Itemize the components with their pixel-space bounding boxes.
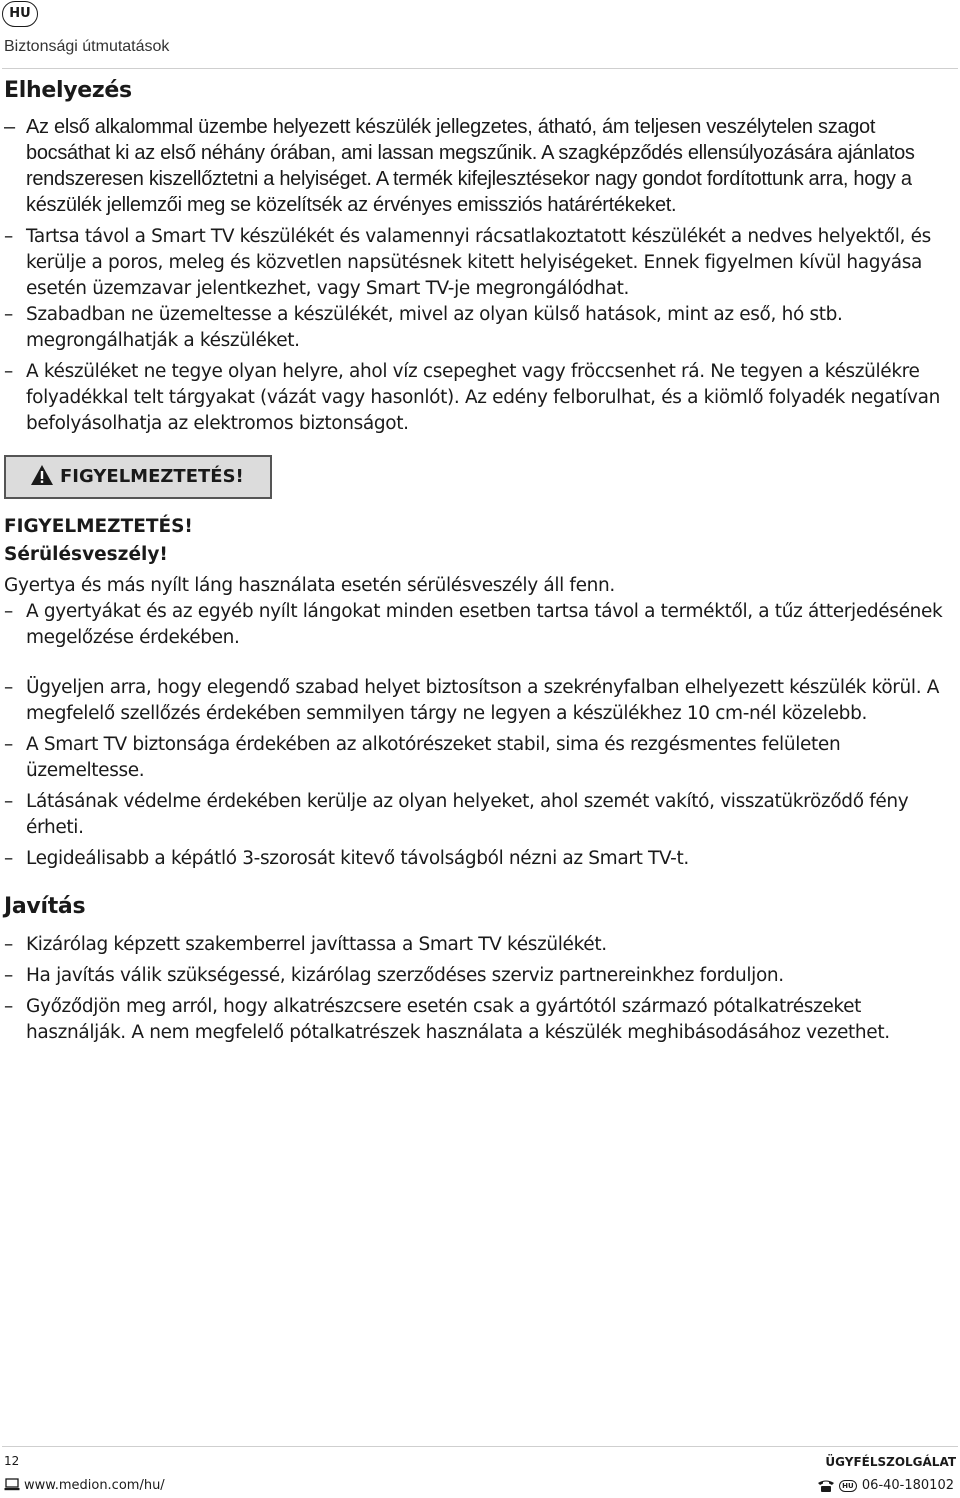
dash-marker: – [4, 965, 13, 986]
language-badge: HU [2, 1, 38, 27]
dash-marker: – [4, 361, 13, 382]
placement-list-continued [4, 675, 956, 872]
list-item-text: Ha javítás válik szükségessé, kizárólag szerződéses szerviz partnereinkhez forduljon. [26, 965, 784, 986]
list-item [4, 599, 956, 651]
list-item-text: Az első alkalommal üzembe helyezett készülék jellegzetes, átható, ám teljesen veszélytelen szagot bocsáthat ki az első néhány órában, ami lassan megszűnik. A szagképződés ellensúlyozására ajánlatos rendszeresen kiszellőztetni a helyiséget. A termék kifejlesztésekor nagy gondot fordítottunk arra, hogy a készülék jellemzői meg se közelítsék az érvényes emissziós határértékeket. [26, 116, 915, 216]
dash-marker: – [4, 734, 13, 755]
dash-marker: – [4, 848, 13, 869]
list-item-text: Győződjön meg arról, hogy alkatrészcsere esetén csak a gyártótól származó pótalkatrészeket használják. A nem megfelelő pótalkatrészek használata a készülék meghibásodásához vezethet. [26, 996, 890, 1043]
placement-list [4, 114, 956, 437]
list-item [4, 359, 956, 437]
phone-number[interactable]: 06-40-180102 [861, 1478, 954, 1493]
repair-list [4, 932, 956, 1046]
list-item [4, 994, 956, 1046]
dash-marker: – [4, 116, 15, 138]
list-item [4, 789, 956, 841]
dash-marker: – [4, 996, 13, 1017]
header-divider [2, 68, 958, 69]
footer-website [4, 1478, 165, 1493]
warning-list [4, 599, 956, 651]
warning-triangle-icon [30, 464, 54, 486]
list-item [4, 846, 956, 872]
warning-subtitle: Sérülésveszély! [4, 544, 168, 565]
list-item-text: Legideálisabb a képátló 3-szorosát kitevő távolságból nézni az Smart TV-t. [26, 848, 689, 869]
footer-phone [817, 1478, 954, 1493]
list-item-text: Látásának védelme érdekében kerülje az olyan helyeket, ahol szemét vakító, visszatükröződő fény érheti. [26, 791, 909, 838]
page-number: 12 [4, 1454, 20, 1468]
list-item [4, 224, 956, 302]
country-badge: HU [839, 1480, 857, 1492]
dash-marker: – [4, 677, 13, 698]
warning-title: FIGYELMEZTETÉS! [4, 516, 193, 537]
list-item-text: Tartsa távol a Smart TV készülékét és valamennyi rácsatlakoztatott készülékét a nedves helyektől, és kerülje a poros, meleg és közvetlen napsütésnek kitett helyiségeket. Ennek figyelmen kívül hagyása esetén üzemzavar jelentkezhet, vagy Smart TV-je megrongálódhat. [26, 226, 931, 299]
header-title: Biztonsági útmutatások [4, 38, 170, 55]
list-item [4, 932, 956, 958]
section-heading-placement: Elhelyezés [4, 78, 132, 103]
page-content [4, 76, 956, 1046]
list-item [4, 732, 956, 784]
warning-box [4, 455, 272, 499]
list-item [4, 963, 956, 989]
list-item-text: Ügyeljen arra, hogy elegendő szabad helyet biztosítson a szekrényfalban elhelyezett készülék körül. A megfelelő szellőzés érdekében semmilyen tárgy ne legyen a készülékhez 10 cm-nél közelebb. [26, 677, 940, 724]
dash-marker: – [4, 226, 13, 247]
list-item [4, 302, 956, 354]
dash-marker: – [4, 791, 13, 812]
list-item [4, 114, 956, 218]
list-item [4, 675, 956, 727]
dash-marker: – [4, 601, 13, 622]
list-item-text: A Smart TV biztonsága érdekében az alkotórészeket stabil, sima és rezgésmentes felületen üzemeltesse. [26, 734, 841, 781]
dash-marker: – [4, 304, 13, 325]
footer-divider [2, 1446, 958, 1447]
computer-icon [4, 1478, 20, 1491]
warning-box-label: FIGYELMEZTETÉS! [60, 466, 244, 487]
warning-text: Gyertya és más nyílt láng használata esetén sérülésveszély áll fenn. [4, 575, 615, 596]
list-item-text: A készüléket ne tegye olyan helyre, ahol víz csepeghet vagy fröccsenhet rá. Ne tegyen a készülékre folyadékkal telt tárgyakat (vázát vagy hasonlót). Az edény felborulhat, és a kiömlő folyadék negatívan befolyásolhatja az elektromos biztonságot. [26, 361, 940, 434]
list-item-text: A gyertyákat és az egyéb nyílt lángokat minden esetben tartsa távol a terméktől, a tűz átterjedésének megelőzése érdekében. [26, 601, 943, 648]
dash-marker: – [4, 934, 13, 955]
list-item-text: Kizárólag képzett szakemberrel javíttassa a Smart TV készülékét. [26, 934, 607, 955]
phone-icon [817, 1479, 835, 1493]
customer-service-label: ÜGYFÉLSZOLGÁLAT [825, 1455, 956, 1469]
list-item-text: Szabadban ne üzemeltesse a készülékét, mivel az olyan külső hatások, mint az eső, hó stb. megrongálhatják a készüléket. [26, 304, 843, 351]
website-link[interactable]: www.medion.com/hu/ [24, 1478, 165, 1493]
section-heading-repair: Javítás [4, 894, 86, 919]
